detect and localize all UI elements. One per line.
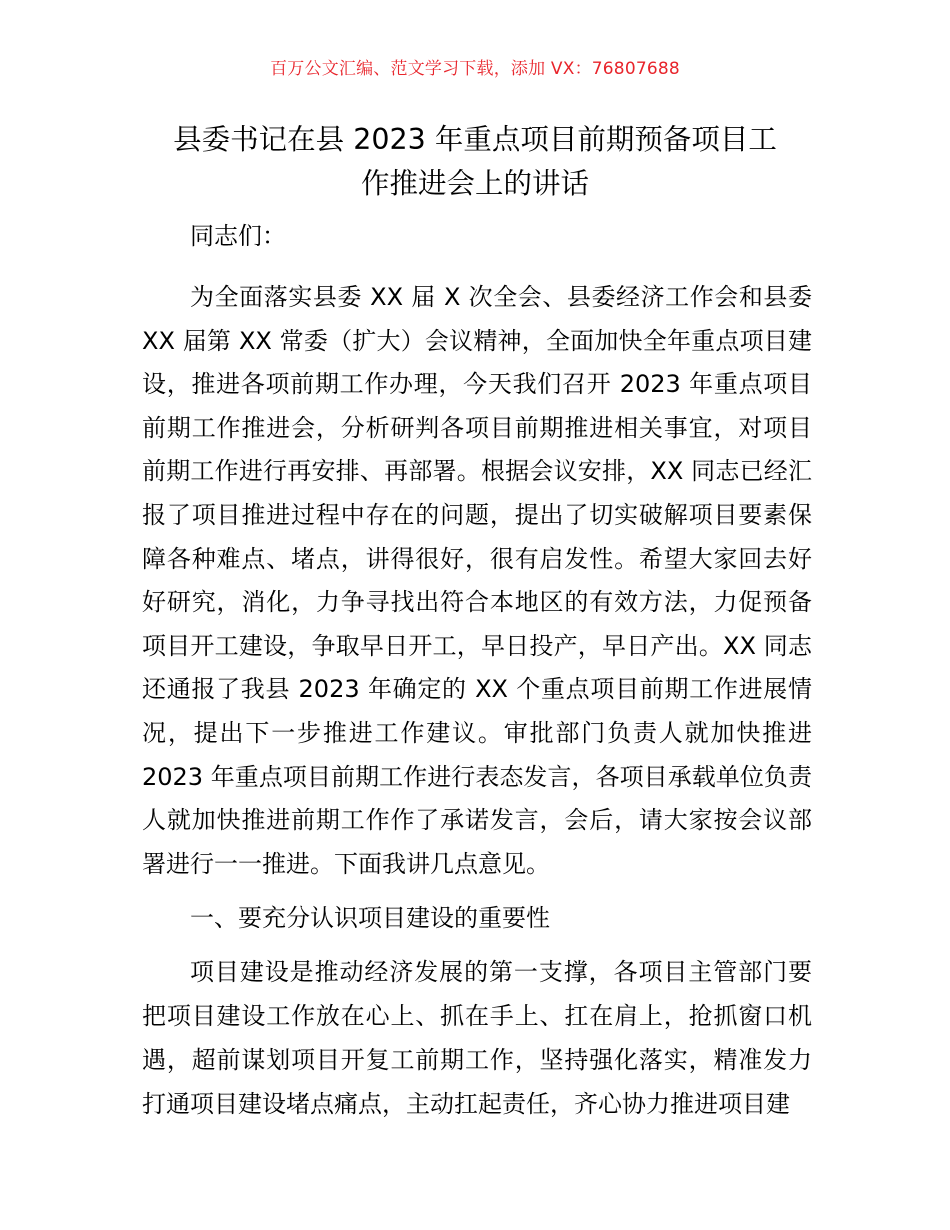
title-line-1: 县委书记在县 2023 年重点项目前期预备项目工 bbox=[173, 123, 777, 156]
title-line-2: 作推进会上的讲话 bbox=[360, 167, 589, 200]
section-heading-1: 一、要充分认识项目建设的重要性 bbox=[190, 904, 550, 933]
paragraph-intro: 为全面落实县委 XX 届 X 次全会、县委经济工作会和县委 XX 届第 XX 常委（扩大）会议精神，全面加快全年重点项目建设，推进各项前期工作办理，今天我们召开 2023 年重点项目前期工作推进会，分析研判各项目前期推进相关事宜，对项目前期工作进行再安排、再部署。根据会议安排，XX 同志已经汇报了项目推进过程中存在的问题，提出了切实破解项目要素保障各种难点、堵点，讲得很好，很有启发性。希望大家回去好好研究，消化，力争寻找出符合本地区的有效方法，力促预备项目开工建设，争取早日开工，早日投产，早日产出。XX 同志还通报了我县 2023 年确定的 XX 个重点项目前期工作进展情况，提出下一步推进工作建议。审批部门负责人就加快推进 2023 年重点项目前期工作进行表态发言，各项目承载单位负责人就加快推进前期工作作了承诺发言，会后，请大家按会议部署进行一一推进。下面我讲几点意见。 bbox=[142, 283, 812, 878]
paragraph-section-1: 项目建设是推动经济发展的第一支撑，各项目主管部门要把项目建设工作放在心上、抓在手上、扛在肩上，抢抓窗口机遇，超前谋划项目开复工前期工作，坚持强化落实，精准发力打通项目建设堵点痛点，主动扛起责任，齐心协力推进项目建 bbox=[142, 958, 812, 1119]
document-body bbox=[142, 214, 812, 1126]
watermark-banner: 百万公文汇编、范文学习下载，添加 VX：76807688 bbox=[270, 59, 680, 79]
salutation: 同志们： bbox=[190, 222, 286, 250]
document-title bbox=[110, 118, 840, 206]
